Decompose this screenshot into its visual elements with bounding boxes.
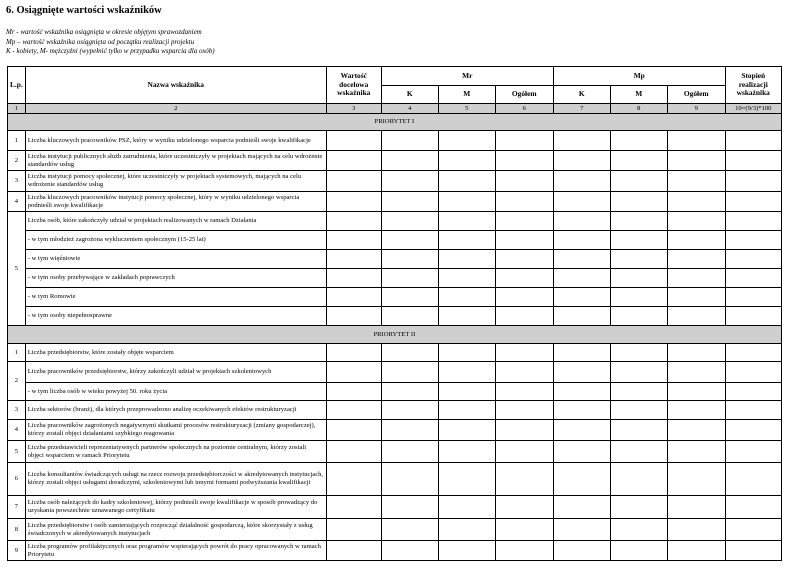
target-cell[interactable]: [326, 441, 381, 463]
target-cell[interactable]: [326, 231, 381, 250]
mr-k-cell[interactable]: [381, 171, 438, 192]
mr-total-cell[interactable]: [495, 463, 553, 496]
degree-cell[interactable]: [725, 307, 781, 326]
mp-k-cell[interactable]: [553, 250, 610, 269]
mr-k-cell[interactable]: [381, 463, 438, 496]
mr-k-cell[interactable]: [381, 344, 438, 362]
mr-total-cell[interactable]: [495, 420, 553, 441]
target-cell[interactable]: [326, 269, 381, 288]
mr-m-cell[interactable]: [438, 383, 495, 401]
mp-total-cell[interactable]: [667, 269, 725, 288]
header-mr-total: Ogółem: [495, 86, 553, 104]
column-number: 9: [667, 104, 725, 114]
mr-total-cell[interactable]: [495, 307, 553, 326]
table-row: [8, 383, 782, 401]
degree-cell[interactable]: [725, 344, 781, 362]
mp-k-cell[interactable]: [553, 288, 610, 307]
row-name: Liczba kluczowych pracowników PSZ, który w wyniku udzielonego wsparcia podnieśli swoje kwalifikacje: [25, 131, 326, 151]
legend-mr: Mr - wartość wskaźnika osiągnięta w okresie objętym sprawozdaniem: [6, 28, 202, 36]
target-cell[interactable]: [326, 383, 381, 401]
mr-k-cell[interactable]: [381, 192, 438, 212]
row-name: - w tym osoby niepełnosprawne: [25, 307, 326, 326]
mp-k-cell[interactable]: [553, 151, 610, 171]
mr-k-cell[interactable]: [381, 496, 438, 519]
mp-total-cell[interactable]: [667, 344, 725, 362]
mp-m-cell[interactable]: [610, 344, 667, 362]
mp-m-cell[interactable]: [610, 307, 667, 326]
mp-total-cell[interactable]: [667, 496, 725, 519]
target-cell[interactable]: [326, 541, 381, 561]
header-target: Wartość docelowa wskaźnika: [326, 67, 381, 104]
row-name: Liczba osób, które zakończyły udział w projektach realizowanych w ramach Działania: [25, 212, 326, 231]
mr-m-cell[interactable]: [438, 541, 495, 561]
row-lp: 8: [8, 519, 26, 541]
header-name: Nazwa wskaźnika: [25, 67, 326, 104]
mr-k-cell[interactable]: [381, 362, 438, 383]
mr-m-cell[interactable]: [438, 250, 495, 269]
table-row: [8, 541, 782, 561]
row-lp: 5: [8, 212, 26, 326]
header-mp-total: Ogółem: [667, 86, 725, 104]
priority-2-label: PRIORYTET II: [8, 326, 782, 344]
mp-total-cell[interactable]: [667, 401, 725, 420]
table-row: [8, 250, 782, 269]
mr-m-cell[interactable]: [438, 441, 495, 463]
degree-cell[interactable]: [725, 231, 781, 250]
header-degree: Stopień realizacji wskaźnika: [725, 67, 781, 104]
mr-m-cell[interactable]: [438, 401, 495, 420]
mr-total-cell[interactable]: [495, 231, 553, 250]
column-number: 2: [25, 104, 326, 114]
table-row: [8, 212, 782, 231]
mr-m-cell[interactable]: [438, 231, 495, 250]
mr-total-cell[interactable]: [495, 171, 553, 192]
row-name: Liczba pracowników zagrożonych negatywnymi skutkami procesów restrukturyzacji (zmiany gospodarczej), którzy zostali objęci działaniami szybkiego reagowania: [25, 420, 326, 441]
mp-m-cell[interactable]: [610, 250, 667, 269]
mp-k-cell[interactable]: [553, 519, 610, 541]
mr-m-cell[interactable]: [438, 288, 495, 307]
mr-total-cell[interactable]: [495, 541, 553, 561]
section-title: 6. Osiągnięte wartości wskaźników: [6, 5, 162, 16]
mr-k-cell[interactable]: [381, 269, 438, 288]
header-mp-k: K: [553, 86, 610, 104]
mr-k-cell[interactable]: [381, 131, 438, 151]
degree-cell[interactable]: [725, 441, 781, 463]
target-cell[interactable]: [326, 401, 381, 420]
table-row: [8, 344, 782, 362]
mp-k-cell[interactable]: [553, 383, 610, 401]
mr-m-cell[interactable]: [438, 307, 495, 326]
mr-m-cell[interactable]: [438, 463, 495, 496]
column-number: 3: [326, 104, 381, 114]
mp-m-cell[interactable]: [610, 362, 667, 383]
mp-m-cell[interactable]: [610, 131, 667, 151]
target-cell[interactable]: [326, 288, 381, 307]
degree-cell[interactable]: [725, 250, 781, 269]
row-name: Liczba konsultantów świadczących usługi na rzecz rozwoju przedsiębiorczości w akredytowanych instytucjach, którzy zostali objęci usługami doradczymi, szkoleniowymi lub innymi formami podwyższania kwalifikacji: [25, 463, 326, 496]
mp-m-cell[interactable]: [610, 441, 667, 463]
target-cell[interactable]: [326, 362, 381, 383]
mr-k-cell[interactable]: [381, 441, 438, 463]
row-name: Liczba kluczowych pracowników instytucji pomocy społecznej, który w wyniku udzielonego wsparcia podnieśli swoje kwalifikacje: [25, 192, 326, 212]
mp-total-cell[interactable]: [667, 131, 725, 151]
target-cell[interactable]: [326, 463, 381, 496]
mp-m-cell[interactable]: [610, 420, 667, 441]
header-lp: L.p.: [8, 67, 26, 104]
row-name: Liczba przedstawicieli reprezentatywnych partnerów społecznych na poziomie centralnym, którzy zostali objęci wsparciem w ramach Priorytetu: [25, 441, 326, 463]
mp-m-cell[interactable]: [610, 151, 667, 171]
mr-total-cell[interactable]: [495, 401, 553, 420]
mp-m-cell[interactable]: [610, 519, 667, 541]
table-row: [8, 288, 782, 307]
mr-total-cell[interactable]: [495, 383, 553, 401]
mr-total-cell[interactable]: [495, 131, 553, 151]
row-name: Liczba programów profilaktycznych oraz programów wspierających powrót do pracy opracowanych w ramach Priorytetu: [25, 541, 326, 561]
mp-total-cell[interactable]: [667, 519, 725, 541]
mp-k-cell[interactable]: [553, 344, 610, 362]
mp-k-cell[interactable]: [553, 307, 610, 326]
row-lp: 5: [8, 441, 26, 463]
mp-k-cell[interactable]: [553, 496, 610, 519]
legend: [6, 28, 215, 57]
mp-total-cell[interactable]: [667, 420, 725, 441]
target-cell[interactable]: [326, 307, 381, 326]
target-cell[interactable]: [326, 496, 381, 519]
mp-k-cell[interactable]: [553, 131, 610, 151]
mp-total-cell[interactable]: [667, 362, 725, 383]
row-lp: 3: [8, 401, 26, 420]
legend-mp: Mp – wartość wskaźnika osiągnięta od początku realizacji projektu: [6, 37, 195, 46]
table-row: [8, 496, 782, 519]
column-number: 1: [8, 104, 26, 114]
table-row: [8, 192, 782, 212]
mp-k-cell[interactable]: [553, 441, 610, 463]
row-name: - w tym Romowie: [25, 288, 326, 307]
degree-cell[interactable]: [725, 541, 781, 561]
mp-total-cell[interactable]: [667, 463, 725, 496]
mp-total-cell[interactable]: [667, 288, 725, 307]
degree-cell[interactable]: [725, 496, 781, 519]
degree-cell[interactable]: [725, 171, 781, 192]
mp-m-cell[interactable]: [610, 288, 667, 307]
mr-total-cell[interactable]: [495, 344, 553, 362]
table-row: [8, 362, 782, 383]
mr-k-cell[interactable]: [381, 541, 438, 561]
degree-cell[interactable]: [725, 519, 781, 541]
row-name: Liczba przedsiębiorstw, które zostały objęte wsparciem: [25, 344, 326, 362]
mr-k-cell[interactable]: [381, 420, 438, 441]
mr-m-cell[interactable]: [438, 496, 495, 519]
mp-k-cell[interactable]: [553, 401, 610, 420]
degree-cell[interactable]: [725, 131, 781, 151]
table-row: [8, 441, 782, 463]
target-cell[interactable]: [326, 212, 381, 231]
mr-k-cell[interactable]: [381, 383, 438, 401]
mp-total-cell[interactable]: [667, 171, 725, 192]
target-cell[interactable]: [326, 131, 381, 151]
target-cell[interactable]: [326, 192, 381, 212]
row-lp: 4: [8, 420, 26, 441]
target-cell[interactable]: [326, 250, 381, 269]
row-lp: 4: [8, 192, 26, 212]
mr-k-cell[interactable]: [381, 151, 438, 171]
mp-m-cell[interactable]: [610, 192, 667, 212]
column-number: 7: [553, 104, 610, 114]
degree-cell[interactable]: [725, 362, 781, 383]
indicators-table: [7, 66, 782, 561]
mp-k-cell[interactable]: [553, 171, 610, 192]
mp-k-cell[interactable]: [553, 420, 610, 441]
column-number: 5: [438, 104, 495, 114]
mp-m-cell[interactable]: [610, 212, 667, 231]
mr-m-cell[interactable]: [438, 192, 495, 212]
row-lp: 1: [8, 344, 26, 362]
mp-m-cell[interactable]: [610, 541, 667, 561]
row-name: Liczba osób należących do kadry szkoleniowej, którzy podnieśli swoje kwalifikacje w sposób prowadzący do uzyskania powszechnie uznawanego certyfikatu: [25, 496, 326, 519]
row-name: - w tym więźniowie: [25, 250, 326, 269]
priority-header-row: [8, 326, 782, 344]
mp-k-cell[interactable]: [553, 541, 610, 561]
mr-m-cell[interactable]: [438, 151, 495, 171]
mr-k-cell[interactable]: [381, 288, 438, 307]
mr-total-cell[interactable]: [495, 496, 553, 519]
priority-1-label: PRIORYTET I: [8, 114, 782, 131]
mr-k-cell[interactable]: [381, 401, 438, 420]
row-lp: 1: [8, 131, 26, 151]
table-row: [8, 519, 782, 541]
header-mp-m: M: [610, 86, 667, 104]
mp-total-cell[interactable]: [667, 307, 725, 326]
mr-total-cell[interactable]: [495, 250, 553, 269]
degree-cell[interactable]: [725, 151, 781, 171]
row-name: Liczba pracowników przedsiębiorstw, którzy zakończyli udział w projektach szkoleniowych: [25, 362, 326, 383]
table-row: [8, 463, 782, 496]
mp-total-cell[interactable]: [667, 212, 725, 231]
header-mr-k: K: [381, 86, 438, 104]
column-number: 6: [495, 104, 553, 114]
mp-k-cell[interactable]: [553, 463, 610, 496]
degree-cell[interactable]: [725, 269, 781, 288]
mr-total-cell[interactable]: [495, 269, 553, 288]
mr-m-cell[interactable]: [438, 269, 495, 288]
mr-k-cell[interactable]: [381, 231, 438, 250]
mr-m-cell[interactable]: [438, 362, 495, 383]
row-lp: 9: [8, 541, 26, 561]
mr-total-cell[interactable]: [495, 151, 553, 171]
column-number: 10=(9/3)*100: [725, 104, 781, 114]
table-row: [8, 131, 782, 151]
mp-k-cell[interactable]: [553, 192, 610, 212]
mr-total-cell[interactable]: [495, 288, 553, 307]
row-name: Liczba instytucji pomocy społecznej, które uczestniczyły w projektach systemowych, mających na celu wdrożenie standardów usług: [25, 171, 326, 192]
mr-total-cell[interactable]: [495, 212, 553, 231]
header-mr-m: M: [438, 86, 495, 104]
target-cell[interactable]: [326, 151, 381, 171]
row-lp: 2: [8, 362, 26, 401]
mp-k-cell[interactable]: [553, 269, 610, 288]
row-name: - w tym liczba osób w wieku powyżej 50. roku życia: [25, 383, 326, 401]
mr-total-cell[interactable]: [495, 519, 553, 541]
mr-m-cell[interactable]: [438, 171, 495, 192]
table-row: [8, 171, 782, 192]
table-row: [8, 420, 782, 441]
header-mr: Mr: [381, 67, 553, 86]
row-lp: 7: [8, 496, 26, 519]
header-mp: Mp: [553, 67, 725, 86]
mr-k-cell[interactable]: [381, 212, 438, 231]
column-number: 4: [381, 104, 438, 114]
target-cell[interactable]: [326, 344, 381, 362]
mp-k-cell[interactable]: [553, 212, 610, 231]
degree-cell[interactable]: [725, 401, 781, 420]
row-name: - w tym młodzież zagrożona wykluczeniem społecznym (15-25 lat): [25, 231, 326, 250]
mp-total-cell[interactable]: [667, 192, 725, 212]
legend-km: K - kobiety, M- mężczyźni (wypełnić tylko w przypadku wsparcia dla osób): [6, 47, 215, 55]
column-number-row: [8, 104, 782, 114]
degree-cell[interactable]: [725, 463, 781, 496]
target-cell[interactable]: [326, 519, 381, 541]
mp-total-cell[interactable]: [667, 441, 725, 463]
mp-total-cell[interactable]: [667, 383, 725, 401]
row-name: - w tym osoby przebywające w zakładach poprawczych: [25, 269, 326, 288]
row-lp: 2: [8, 151, 26, 171]
degree-cell[interactable]: [725, 383, 781, 401]
mr-total-cell[interactable]: [495, 192, 553, 212]
mr-m-cell[interactable]: [438, 131, 495, 151]
degree-cell[interactable]: [725, 420, 781, 441]
row-name: Liczba przedsiębiorstw i osób zamierzających rozpocząć działalność gospodarczą, które skorzystały z usług świadczonych w akredytowanych instytucjach: [25, 519, 326, 541]
mp-total-cell[interactable]: [667, 250, 725, 269]
row-lp: 3: [8, 171, 26, 192]
mp-total-cell[interactable]: [667, 231, 725, 250]
mp-m-cell[interactable]: [610, 269, 667, 288]
mr-k-cell[interactable]: [381, 250, 438, 269]
mp-m-cell[interactable]: [610, 231, 667, 250]
mp-m-cell[interactable]: [610, 496, 667, 519]
table-row: [8, 231, 782, 250]
table-row: [8, 151, 782, 171]
row-name: Liczba sektorów (branż), dla których przeprowadzono analizę oczekiwanych efektów restrukturyzacji: [25, 401, 326, 420]
priority-header-row: [8, 114, 782, 131]
column-number: 8: [610, 104, 667, 114]
row-lp: 6: [8, 463, 26, 496]
row-name: Liczba instytucji publicznych służb zatrudnienia, które uczestniczyły w projektach mających na celu wdrożenie standardów usług: [25, 151, 326, 171]
mp-m-cell[interactable]: [610, 463, 667, 496]
target-cell[interactable]: [326, 171, 381, 192]
mr-k-cell[interactable]: [381, 519, 438, 541]
mr-m-cell[interactable]: [438, 420, 495, 441]
degree-cell[interactable]: [725, 192, 781, 212]
degree-cell[interactable]: [725, 288, 781, 307]
mr-total-cell[interactable]: [495, 362, 553, 383]
mp-k-cell[interactable]: [553, 362, 610, 383]
mr-total-cell[interactable]: [495, 441, 553, 463]
mr-m-cell[interactable]: [438, 344, 495, 362]
mp-m-cell[interactable]: [610, 171, 667, 192]
table-row: [8, 401, 782, 420]
mp-total-cell[interactable]: [667, 541, 725, 561]
mp-m-cell[interactable]: [610, 383, 667, 401]
target-cell[interactable]: [326, 420, 381, 441]
mr-m-cell[interactable]: [438, 212, 495, 231]
mp-total-cell[interactable]: [667, 151, 725, 171]
degree-cell[interactable]: [725, 212, 781, 231]
table-header: [8, 67, 782, 114]
mr-m-cell[interactable]: [438, 519, 495, 541]
mp-m-cell[interactable]: [610, 401, 667, 420]
mr-k-cell[interactable]: [381, 307, 438, 326]
table-row: [8, 307, 782, 326]
mp-k-cell[interactable]: [553, 231, 610, 250]
table-row: [8, 269, 782, 288]
